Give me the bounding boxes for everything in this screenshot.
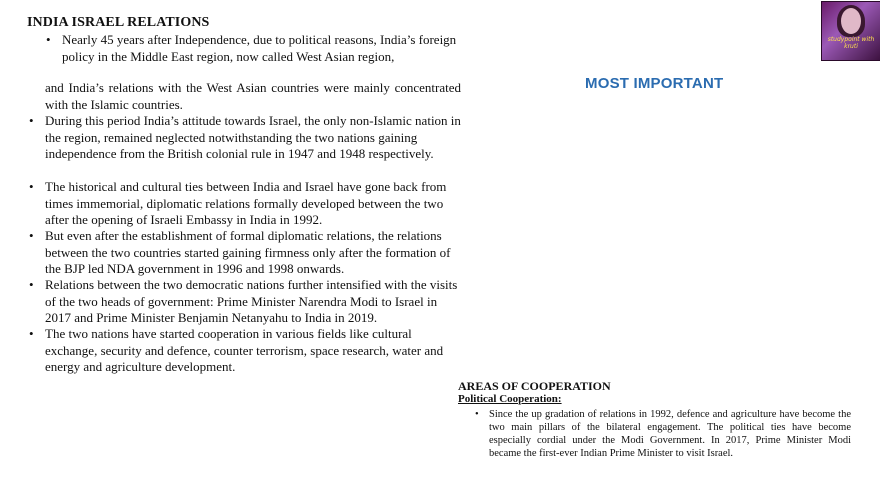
channel-logo bbox=[821, 1, 880, 61]
logo-text: studypoint with kruti bbox=[827, 36, 875, 50]
bullet-item: • The historical and cultural ties between India and Israel have gone back from times immemorial, diplomatic relations formally developed between the two after the opening of Israeli Embassy in India in 1992. bbox=[45, 179, 461, 229]
intro-bullet: • Nearly 45 years after Independence, due to political reasons, India’s foreign policy in the Middle East region, now called West Asian region, bbox=[62, 32, 468, 65]
intro-continuation: and India’s relations with the West Asian countries were mainly concentrated with the Islamic countries. bbox=[45, 80, 461, 112]
political-bullet: • Since the up gradation of relations in 1992, defence and agriculture have become the two main pillars of the bilateral engagement. The political ties have become especially cordial under the Modi Government. In 2017, Prime Minister Modi became the first-ever Indian Prime Minister to visit Israel. bbox=[489, 408, 851, 460]
bullet-item: • The two nations have started cooperation in various fields like cultural exchange, security and defence, counter terrorism, space research, water and energy and agriculture development. bbox=[45, 326, 461, 376]
page-heading: INDIA ISRAEL RELATIONS bbox=[27, 15, 210, 30]
areas-heading: AREAS OF COOPERATION bbox=[458, 379, 611, 393]
most-important-label: MOST IMPORTANT bbox=[585, 75, 724, 92]
bullet-item: • But even after the establishment of formal diplomatic relations, the relations between the two countries started gaining firmness only after the formation of the BJP led NDA government in 1996 and 1998 onwards. bbox=[45, 228, 461, 278]
bullet-item: • Relations between the two democratic nations further intensified with the visits of the two heads of government: Prime Minister Narendra Modi to Israel in 2017 and Prime Minister Benjamin Netanyahu to India in 2019. bbox=[45, 277, 461, 327]
portrait-face bbox=[841, 8, 861, 34]
political-cooperation-heading: Political Cooperation: bbox=[458, 393, 562, 405]
bullet-item: • During this period India’s attitude towards Israel, the only non-Islamic nation in the region, remained neglected notwithstanding the two nations gaining independence from the British colonial rule in 1947 and 1948 respectively. bbox=[45, 113, 461, 163]
